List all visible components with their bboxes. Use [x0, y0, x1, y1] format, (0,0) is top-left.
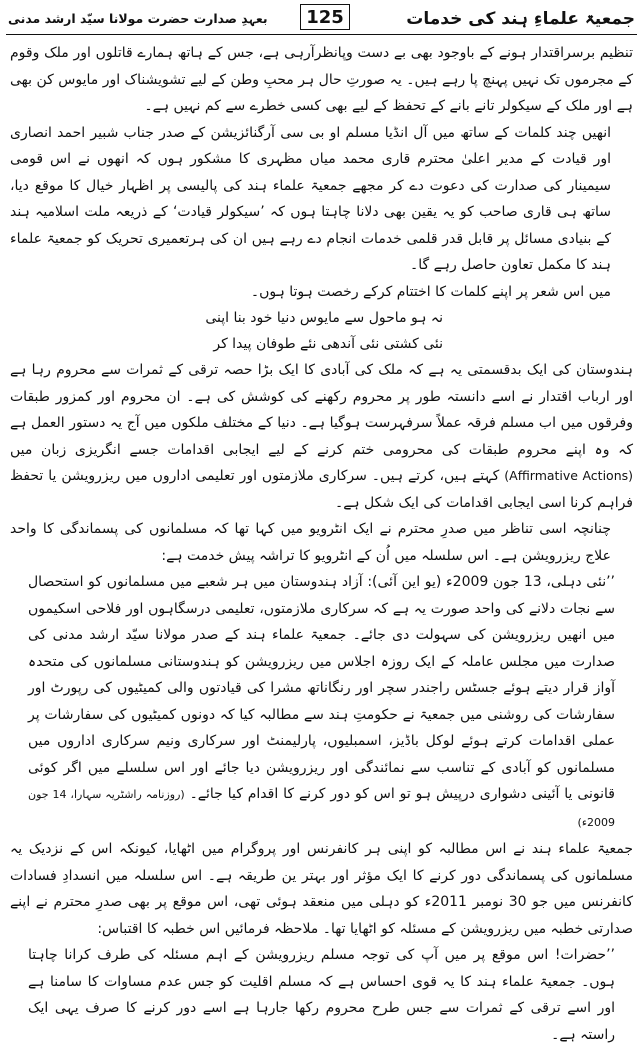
paragraph: میں اس شعر پر اپنے کلمات کا اختتام کرکے رخصت ہوتا ہوں۔ [250, 283, 611, 300]
page-body [10, 40, 633, 1048]
paragraph [10, 357, 633, 516]
paragraph: انھیں چند کلمات کے ساتھ میں آل انڈیا مسلم او بی سی آرگنائزیشن کے صدر جناب شبیر احمد انصاری اور قیادت کے مدیر اعلیٰ محترم قاری محمد میاں مظہری کا مشکور ہوں کہ انھوں نے اس قومی سیمینار کی صدارت کی دعوت دے کر مجھے جمعیۃ علماء ہند کی پالیسی پر اظہار خیال کا موقع دیا، ساتھ ہی قاری صاحب کو یہ یقین بھی دلانا چاہتا ہوں کہ ’سیکولر قیادت‘ کے ذریعہ ملت اسلامیہ ہند کے بنیادی مسائل پر قابل قدر قلمی خدمات انجام دے رہے ہیں ان کی ہرتعمیری تحریک کو جمعیۃ علماء ہند کا مکمل تعاون حاصل رہے گا۔ [10, 124, 611, 273]
blockquote: ’’حضرات! اس موقع پر میں آپ کی توجہ مسلم ریزرویشن کے اہم مسئلہ کی طرف کرانا چاہتا ہوں۔ جمعیۃ علماء ہند کا یہ قوی احساس ہے کہ مسلم اقلیت کو جس عدم مساوات کا سامنا ہے اور اسے ترقی کے ثمرات سے جس طرح محروم رکھا جارہا ہے اسے دور کرنے کا صرف یہی ایک راستہ ہے۔ [28, 947, 615, 1043]
verse-line: نئی کشتی نئی آندھی نئے طوفان پیدا کر [213, 336, 443, 352]
header-rule [6, 34, 637, 35]
book-title: جمعیۃ علماءِ ہند کی خدمات [406, 9, 635, 29]
paragraph-text: کہتے ہیں، کرتے ہیں۔ سرکاری ملازمتوں اور تعلیمی اداروں میں ریزرویشن یا تحفظ فراہم کرنا اسی ایجابی اقدامات کی ایک شکل ہے۔ [10, 468, 633, 511]
verse-line: نہ ہو ماحول سے مایوس دنیا خود بنا اپنی [205, 310, 443, 326]
paragraph-text: ہندوستان کی ایک بدقسمتی یہ ہے کہ ملک کی آبادی کا ایک بڑا حصہ ترقی کے ثمرات سے محروم رہا ہے اور ارباب اقتدار نے اسے دانستہ طور پر محروم رکھنے کی کوشش کی ہے۔ ان محروم اور کمزور طبقات وفرقوں میں اب مسلم فرقہ عملاً سرفہرست ہوگیا ہے۔ دنیا کے مختلف ملکوں میں آج یہ دستور العمل ہے کہ وہ اپنے محروم طبقات کی محرومی ختم کرنے کے لیے ایجابی اقدامات جسے انگریزی زبان میں [10, 362, 633, 458]
quote-source: (روزنامہ راشٹریہ سہارا، 14 جون 2009ء) [28, 788, 615, 829]
paragraph: جمعیۃ علماء ہند نے اس مطالبہ کو اپنی ہر کانفرنس اور پروگرام میں اٹھایا، کیونکہ اس کے نزدیک یہ مسلمانوں کی پسماندگی دور کرنے کا ایک مؤثر اور بہتر ین طریقہ ہے۔ اس سلسلہ میں انسدادِ فسادات کانفرنس میں جو 30 نومبر 2011ء کو دہلی میں منعقد ہوئی تھی، اس موقع پر بھی صدرِ محترم نے اپنے صدارتی خطبہ میں ریزرویشن کے مسئلہ کو اٹھایا تھا۔ ملاحظہ فرمائیں اس خطبہ کا اقتباس: [10, 841, 633, 937]
paragraph: چنانچہ اسی تناظر میں صدرِ محترم نے ایک انٹرویو میں کہا تھا کہ مسلمانوں کی پسماندگی کا واحد علاج ریزرویشن ہے۔ اس سلسلہ میں اُن کے انٹرویو کا تراشہ پیش خدمت ہے: [10, 521, 611, 564]
running-subtitle: بعہدِ صدارت حضرت مولانا سیّد ارشد مدنی [8, 11, 268, 26]
blockquote [28, 569, 615, 836]
page-number: 125 [300, 4, 350, 30]
quote-text: ’’نئی دہلی، 13 جون 2009ء (یو این آئی): آزاد ہندوستان میں ہر شعبے میں مسلمانوں کو استحصال سے نجات دلانے کی واحد صورت یہ ہے کہ سرکاری ملازمتوں، تعلیمی درسگاہوں اور فلاحی اسکیموں میں انھیں ریزرویشن کی سہولت دی جائے۔ جمعیۃ علماء ہند کے صدر مولانا سیّد ارشد مدنی کی صدارت میں مجلس عاملہ کے ایک روزہ اجلاس میں ریزرویشن کو ہندوستانی مسلمانوں کی متحدہ آواز قرار دیتے ہوئے جسٹس راجندر سچر اور رنگاناتھ مشرا کی قیادتوں والی کمیٹیوں کی رپورٹ اور سفارشات کی روشنی میں جمعیۃ نے حکومتِ ہند سے مطالبہ کیا کہ دونوں کمیٹیوں کی سفارشات پر عملی اقدامات کرتے ہوئے لوکل باڈیز، اسمبلیوں، پارلیمنٹ اور سرکاری ونیم سرکاری اداروں میں مسلمانوں کو آبادی کے تناسب سے نمائندگی اور ریزرویشن دیا جائے اور اس سلسلے میں اگر کوئی قانونی یا آئینی دشواری درپیش ہو تو اس کو دور کرنے کا اقدام کیا جائے۔ [28, 574, 615, 802]
page-header [6, 4, 637, 34]
paragraph: تنظیم برسراقتدار ہونے کے باوجود بھی بے دست وپانظرآرہی ہے، جس کے ہاتھ ہمارے قاتلوں اور ملک وقوم کے مجرموں تک نہیں پہنچ پا رہے ہیں۔ یہ صورتِ حال ہر محبِ وطن کے لیے تشویشناک اور مایوس کن بھی ہے اور ملک کے سیکولر تانے بانے کے تحفظ کے لیے بھی کسی خطرے سے کم نہیں ہے۔ [10, 45, 633, 114]
english-term: (Affirmative Actions) [504, 468, 634, 483]
